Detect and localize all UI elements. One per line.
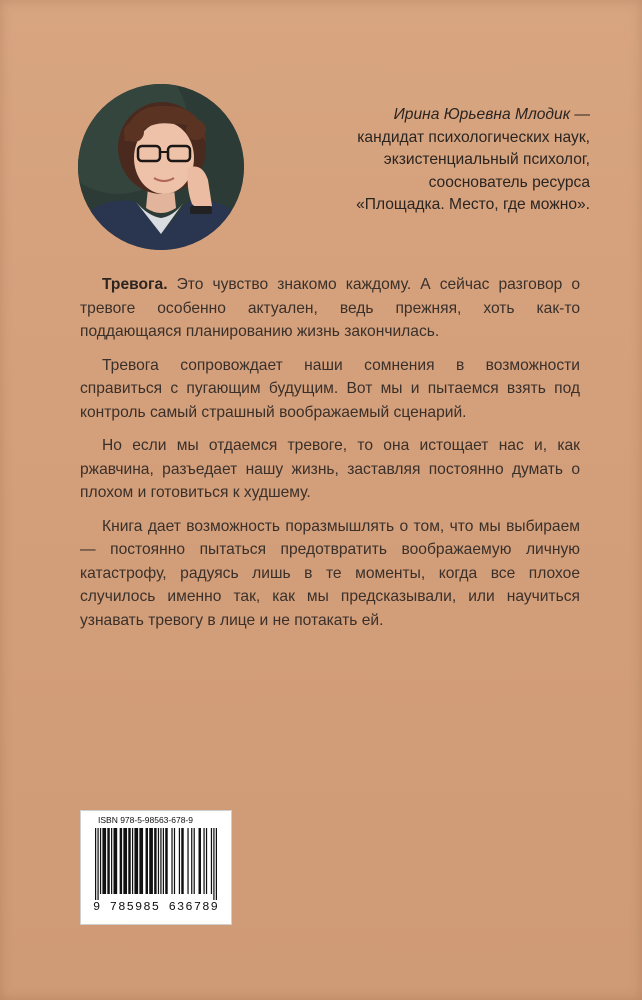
- barcode-bar: [95, 828, 96, 900]
- barcode-bar: [113, 828, 117, 894]
- barcode-bar: [97, 828, 98, 900]
- paragraph-text: Это чувство знакомо каждому. А сейчас разговор о тревоге особенно актуален, ведь прежняя, хоть как-то поддающаяся планированию жизнь закончилась.: [80, 276, 580, 340]
- barcode-bar: [107, 828, 109, 894]
- author-portrait-image: [78, 84, 244, 250]
- description-paragraph: [80, 273, 580, 344]
- barcode-bar: [132, 828, 133, 894]
- barcode-bar: [111, 828, 112, 894]
- barcode-bar: [139, 828, 143, 894]
- barcode-digits: 9 785985 636789: [93, 900, 220, 914]
- barcode-bar: [149, 828, 153, 894]
- barcode-bar: [203, 828, 204, 894]
- author-bio-line: кандидат психологических наук,: [357, 128, 590, 146]
- barcode-bar: [165, 828, 167, 894]
- description-paragraph: Но если мы отдаемся тревоге, то она истощает нас и, как ржавчина, разъедает нашу жизнь, заставляя постоянно думать о плохом и готовиться к худшему.: [80, 437, 580, 501]
- author-bio-line: «Площадка. Место, где можно».: [356, 196, 590, 213]
- barcode-bar: [194, 828, 195, 894]
- author-bio-line: сооснователь ресурса: [428, 173, 590, 191]
- barcode-bar: [211, 828, 212, 894]
- barcode-bar: [146, 828, 148, 894]
- barcode-bar: [191, 828, 192, 894]
- barcode-bar: [128, 828, 130, 894]
- barcode-bars: [95, 828, 217, 900]
- barcode-bar: [216, 828, 217, 900]
- barcode-bar: [158, 828, 159, 894]
- book-description: [80, 273, 580, 642]
- barcode-bar: [154, 828, 156, 894]
- barcode-bar: [102, 828, 106, 894]
- barcode-bar: [134, 828, 138, 894]
- isbn-label: ISBN 978-5-98563-678-9: [98, 815, 193, 825]
- barcode-bar: [160, 828, 161, 894]
- isbn-barcode: [80, 810, 232, 925]
- barcode-bar: [120, 828, 122, 894]
- description-paragraph: Тревога сопровождает наши сомнения в возможности справиться с пугающим будущим. Вот мы и пытаемся взять под контроль самый страшный воображаемый сценарий.: [80, 356, 580, 421]
- barcode-bar: [171, 828, 172, 894]
- barcode-bar: [100, 828, 101, 894]
- description-paragraph: Книга дает возможность поразмышлять о том, что мы выбираем — постоянно пытаться предотвратить воображаемую личную катастрофу, радуясь лишь в те моменты, когда все плохое случилось именно так, как мы предсказывали, или научиться узнавать тревогу в лице и не потакать ей.: [80, 517, 580, 629]
- barcode-bar: [206, 828, 207, 894]
- author-bio-line: экзистенциальный психолог,: [383, 151, 590, 168]
- lead-word: Тревога.: [102, 276, 168, 293]
- barcode-bar: [199, 828, 201, 894]
- author-name: Ирина Юрьевна Млодик —: [393, 106, 590, 123]
- barcode-bar: [123, 828, 127, 894]
- author-photo: [78, 84, 244, 250]
- barcode-bar: [163, 828, 164, 894]
- barcode-bar: [174, 828, 175, 894]
- barcode-bar: [213, 828, 214, 900]
- barcode-bar: [187, 828, 188, 894]
- barcode-bar: [181, 828, 183, 894]
- barcode-bar: [179, 828, 180, 894]
- author-bio: [250, 104, 590, 217]
